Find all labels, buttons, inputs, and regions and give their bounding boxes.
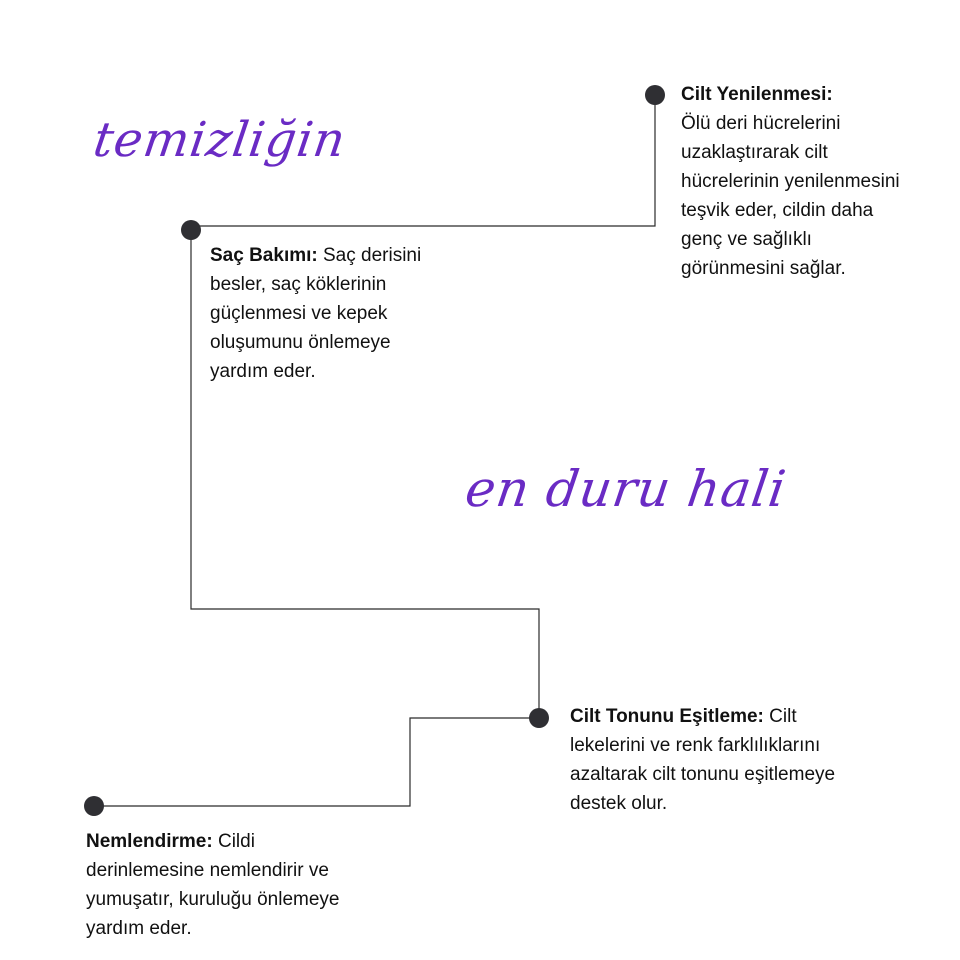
node-line: oluşumunu önlemeye (210, 332, 391, 353)
connector-bottom (94, 718, 539, 806)
node-sac-bakimi (210, 241, 485, 386)
node-line: güçlenmesi ve kepek (210, 303, 388, 324)
node-line: azaltarak cilt tonunu eşitlemeye (570, 764, 836, 785)
node-title: Cilt Tonunu Eşitleme: (570, 706, 764, 727)
node-title-line (570, 702, 910, 731)
script-heading-top: temizliğin (90, 112, 350, 168)
node-line: lekelerini ve renk farklılıklarını (570, 735, 821, 756)
node-line: Ölü deri hücrelerini (681, 113, 841, 134)
node-first-line-text: Saç derisini (317, 245, 422, 266)
node-first-line-text: Cildi (212, 831, 255, 852)
node-line: genç ve sağlıklı (681, 229, 812, 250)
node-line: besler, saç köklerinin (210, 274, 387, 295)
node-line: uzaklaştırarak cilt (681, 142, 828, 163)
node-cilt-tonunu-esitleme (570, 702, 910, 818)
node-title-line (86, 827, 406, 856)
node-line: hücrelerinin yenilenmesini (681, 171, 900, 192)
node-nemlendirme (86, 827, 406, 943)
node-dot-cilt-tonunu-esitleme (529, 708, 549, 728)
node-line: teşvik eder, cildin daha (681, 200, 874, 221)
node-line: destek olur. (570, 793, 668, 814)
node-cilt-yenilenmesi (681, 80, 956, 283)
node-first-line-text: Cilt (763, 706, 797, 727)
node-title: Saç Bakımı: (210, 245, 318, 266)
node-line: derinlemesine nemlendirir ve (86, 860, 329, 881)
node-title: Cilt Yenilenmesi: (681, 84, 833, 105)
node-title: Nemlendirme: (86, 831, 213, 852)
node-dot-nemlendirme (84, 796, 104, 816)
script-heading-middle: en duru hali (461, 460, 790, 518)
node-title-line (210, 241, 485, 270)
node-line: yardım eder. (86, 918, 192, 939)
node-title-line (681, 80, 956, 109)
node-line: yardım eder. (210, 361, 316, 382)
node-line: görünmesini sağlar. (681, 258, 846, 279)
node-dot-cilt-yenilenmesi (645, 85, 665, 105)
node-dot-sac-bakimi (181, 220, 201, 240)
node-line: yumuşatır, kuruluğu önlemeye (86, 889, 340, 910)
